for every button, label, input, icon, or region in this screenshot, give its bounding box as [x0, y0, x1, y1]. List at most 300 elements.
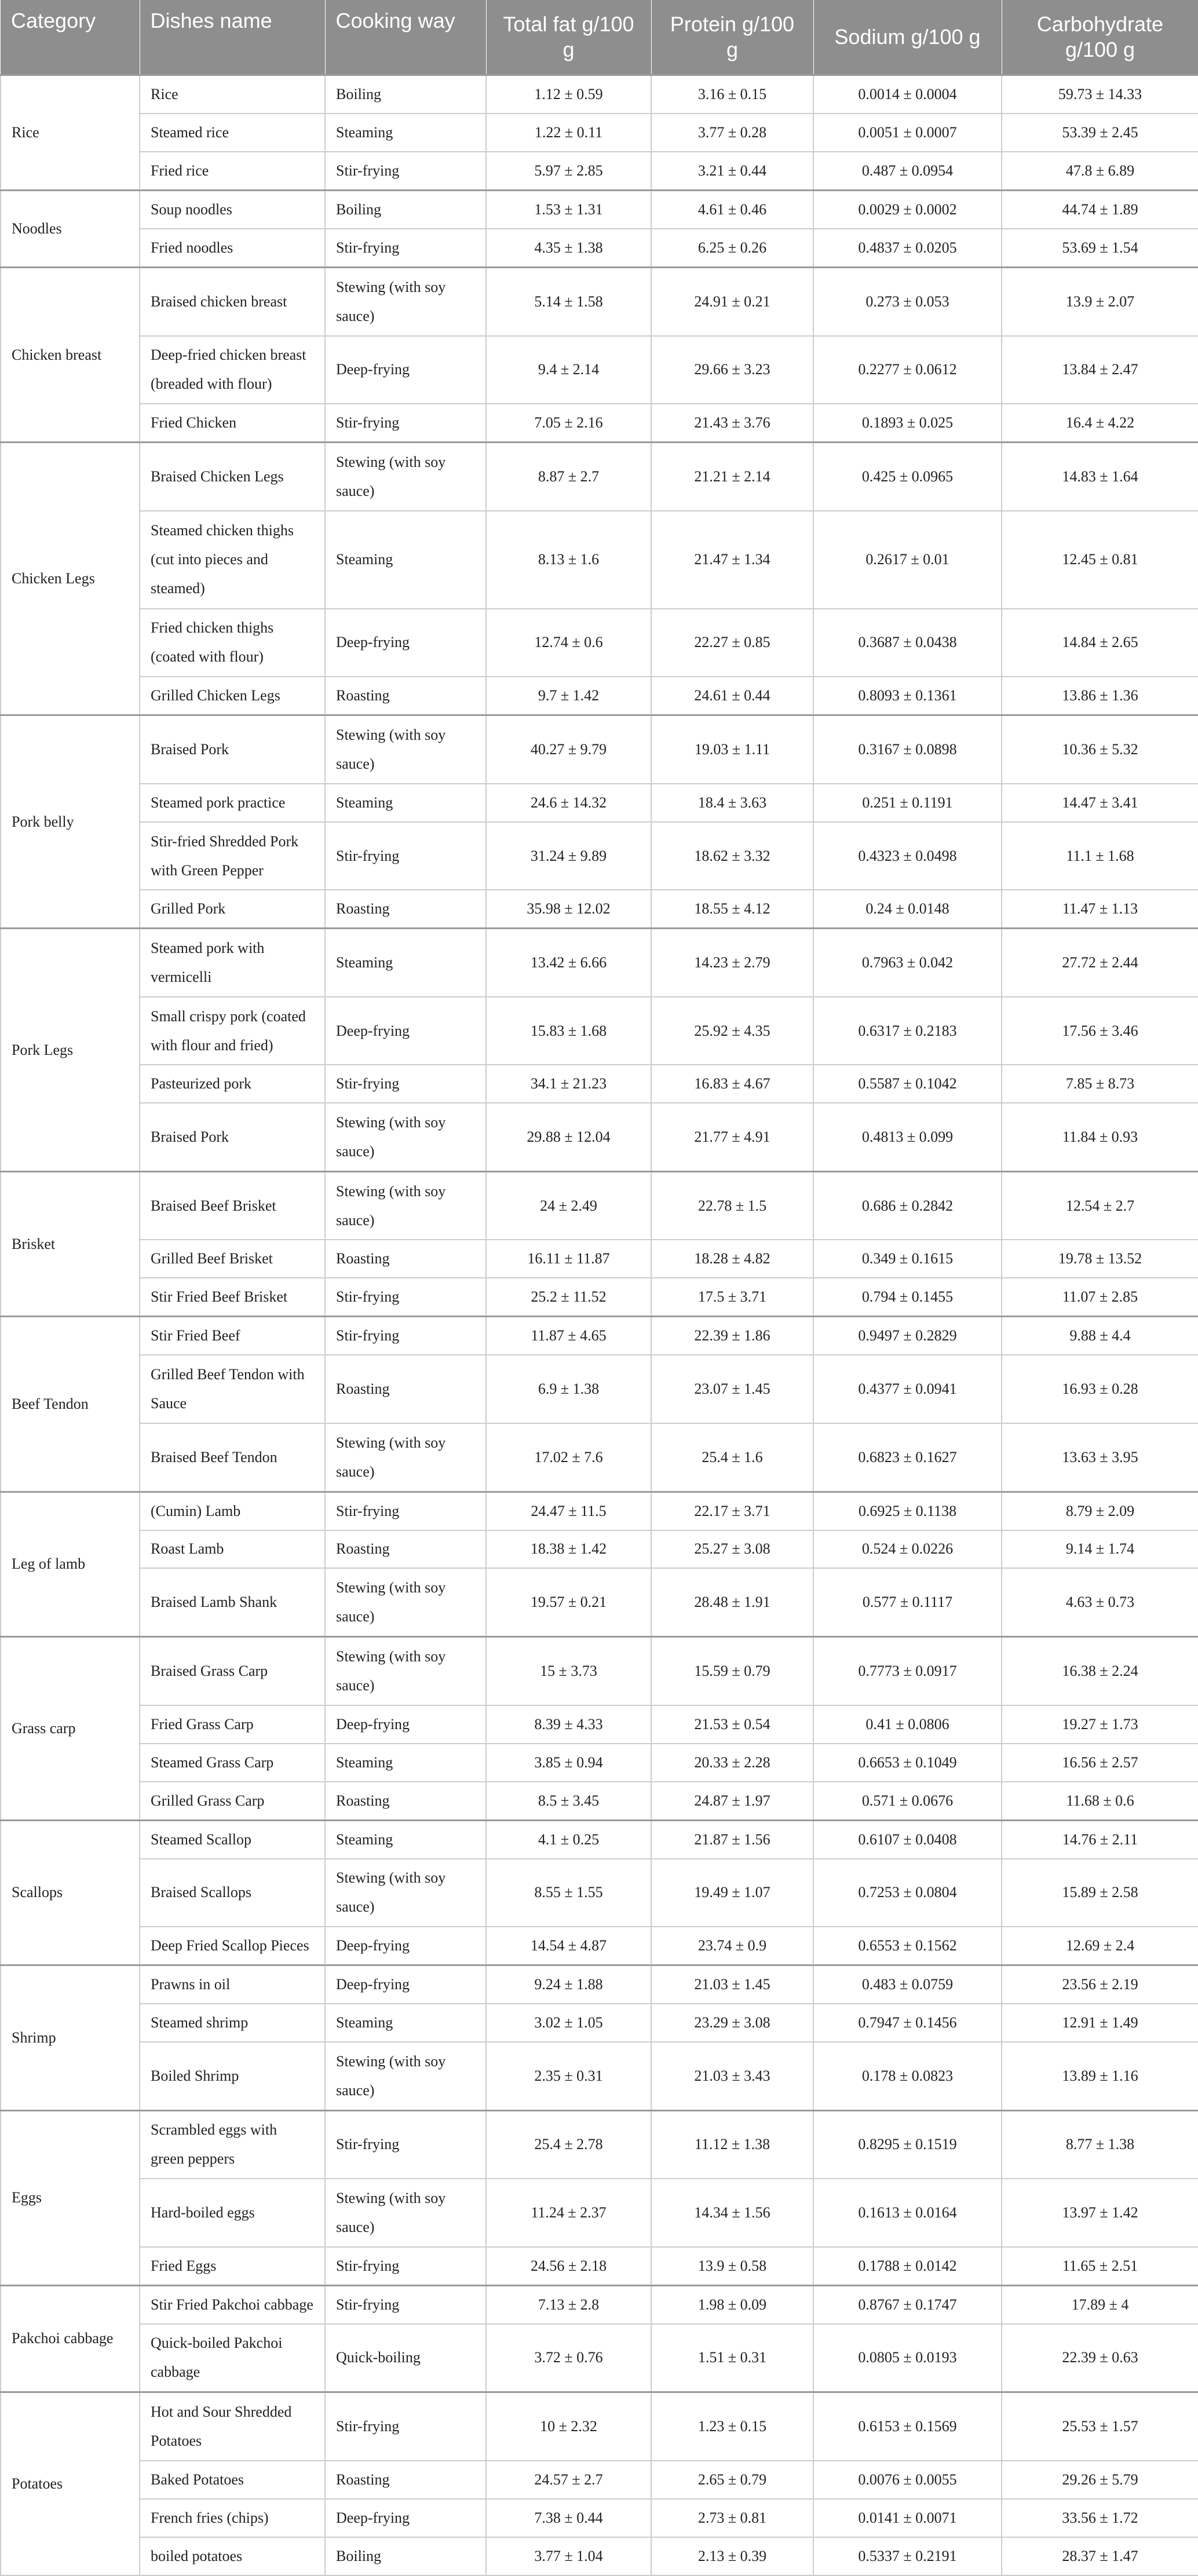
carbohydrate-cell: 12.54 ± 2.7 — [1002, 1171, 1198, 1240]
carbohydrate-cell: 19.27 ± 1.73 — [1002, 1705, 1198, 1744]
table-row — [1, 1065, 1198, 1103]
carbohydrate-cell: 15.89 ± 2.58 — [1002, 1859, 1198, 1927]
total-fat-cell: 9.24 ± 1.88 — [486, 1965, 651, 2004]
carbohydrate-cell: 33.56 ± 1.72 — [1002, 2499, 1198, 2537]
header-protein: Protein g/100 g — [651, 0, 813, 75]
total-fat-cell: 8.5 ± 3.45 — [486, 1782, 651, 1821]
cooking-way-cell: Steaming — [325, 784, 486, 822]
sodium-cell: 0.0029 ± 0.0002 — [813, 190, 1002, 229]
protein-cell: 2.65 ± 0.79 — [651, 2461, 813, 2499]
protein-cell: 1.98 ± 0.09 — [651, 2285, 813, 2324]
dish-name-cell: Fried rice — [140, 152, 325, 191]
dish-name-cell: Fried noodles — [140, 229, 325, 268]
dish-name-cell: (Cumin) Lamb — [140, 1492, 325, 1530]
sodium-cell: 0.7773 ± 0.0917 — [813, 1637, 1002, 1705]
cooking-way-cell: Roasting — [325, 1240, 486, 1278]
protein-cell: 24.91 ± 0.21 — [651, 267, 813, 335]
protein-cell: 18.62 ± 3.32 — [651, 822, 813, 890]
table-row — [1, 1317, 1198, 1355]
table-row — [1, 1859, 1198, 1927]
cooking-way-cell: Stir-frying — [325, 2110, 486, 2179]
cooking-way-cell: Stewing (with soy sauce) — [325, 1171, 486, 1240]
table-row — [1, 2247, 1198, 2286]
dish-name-cell: Deep-fried chicken breast (breaded with flour) — [140, 336, 325, 404]
header-sodium: Sodium g/100 g — [813, 0, 1002, 75]
sodium-cell: 0.9497 ± 0.2829 — [813, 1317, 1002, 1355]
dish-name-cell: Braised Beef Tendon — [140, 1423, 325, 1492]
dish-name-cell: Fried Grass Carp — [140, 1705, 325, 1744]
table-row — [1, 1705, 1198, 1744]
sodium-cell: 0.0076 ± 0.0055 — [813, 2461, 1002, 2499]
total-fat-cell: 18.38 ± 1.42 — [486, 1530, 651, 1569]
table-row — [1, 2004, 1198, 2042]
total-fat-cell: 24.6 ± 14.32 — [486, 784, 651, 822]
protein-cell: 3.77 ± 0.28 — [651, 114, 813, 152]
dish-name-cell: Fried Chicken — [140, 404, 325, 443]
protein-cell: 2.13 ± 0.39 — [651, 2537, 813, 2575]
cooking-way-cell: Deep-frying — [325, 2499, 486, 2537]
table-row — [1, 609, 1198, 677]
carbohydrate-cell: 11.65 ± 2.51 — [1002, 2247, 1198, 2286]
carbohydrate-cell: 14.47 ± 3.41 — [1002, 784, 1198, 822]
cooking-way-cell: Stewing (with soy sauce) — [325, 1423, 486, 1492]
total-fat-cell: 15 ± 3.73 — [486, 1637, 651, 1705]
total-fat-cell: 1.53 ± 1.31 — [486, 190, 651, 229]
carbohydrate-cell: 14.76 ± 2.11 — [1002, 1820, 1198, 1859]
cooking-way-cell: Stewing (with soy sauce) — [325, 1103, 486, 1171]
cooking-way-cell: Stewing (with soy sauce) — [325, 1568, 486, 1636]
cooking-way-cell: Stir-frying — [325, 2285, 486, 2324]
table-row — [1, 443, 1198, 511]
table-row — [1, 1568, 1198, 1636]
carbohydrate-cell: 13.63 ± 3.95 — [1002, 1423, 1198, 1492]
carbohydrate-cell: 29.26 ± 5.79 — [1002, 2461, 1198, 2499]
carbohydrate-cell: 16.56 ± 2.57 — [1002, 1744, 1198, 1782]
sodium-cell: 0.8767 ± 0.1747 — [813, 2285, 1002, 2324]
table-row — [1, 229, 1198, 268]
total-fat-cell: 4.35 ± 1.38 — [486, 229, 651, 268]
cooking-way-cell: Deep-frying — [325, 1965, 486, 2004]
sodium-cell: 0.3167 ± 0.0898 — [813, 715, 1002, 784]
category-cell: Noodles — [1, 190, 140, 267]
table-row — [1, 1965, 1198, 2004]
dish-name-cell: Soup noodles — [140, 190, 325, 229]
protein-cell: 22.39 ± 1.86 — [651, 1317, 813, 1355]
sodium-cell: 0.7253 ± 0.0804 — [813, 1859, 1002, 1927]
dish-name-cell: Scrambled eggs with green peppers — [140, 2110, 325, 2179]
cooking-way-cell: Steaming — [325, 114, 486, 152]
category-cell: Shrimp — [1, 1965, 140, 2111]
carbohydrate-cell: 13.9 ± 2.07 — [1002, 267, 1198, 335]
table-row — [1, 1240, 1198, 1278]
table-row — [1, 2461, 1198, 2499]
sodium-cell: 0.6317 ± 0.2183 — [813, 997, 1002, 1065]
total-fat-cell: 24.47 ± 11.5 — [486, 1492, 651, 1530]
protein-cell: 19.49 ± 1.07 — [651, 1859, 813, 1927]
sodium-cell: 0.5587 ± 0.1042 — [813, 1065, 1002, 1103]
carbohydrate-cell: 12.69 ± 2.4 — [1002, 1927, 1198, 1965]
dish-name-cell: Stir Fried Beef — [140, 1317, 325, 1355]
cooking-way-cell: Steaming — [325, 1744, 486, 1782]
cooking-way-cell: Stewing (with soy sauce) — [325, 443, 486, 511]
total-fat-cell: 8.13 ± 1.6 — [486, 511, 651, 609]
table-row — [1, 822, 1198, 890]
dish-name-cell: Grilled Chicken Legs — [140, 677, 325, 715]
protein-cell: 21.43 ± 3.76 — [651, 404, 813, 443]
carbohydrate-cell: 4.63 ± 0.73 — [1002, 1568, 1198, 1636]
dish-name-cell: Steamed rice — [140, 114, 325, 152]
dish-name-cell: boiled potatoes — [140, 2537, 325, 2575]
total-fat-cell: 9.7 ± 1.42 — [486, 677, 651, 715]
carbohydrate-cell: 11.68 ± 0.6 — [1002, 1782, 1198, 1821]
cooking-way-cell: Stir-frying — [325, 404, 486, 443]
header-carbohydrate: Carbohydrate g/100 g — [1002, 0, 1198, 75]
dish-name-cell: Braised Scallops — [140, 1859, 325, 1927]
table-row — [1, 1492, 1198, 1530]
dish-name-cell: Grilled Beef Tendon with Sauce — [140, 1355, 325, 1423]
protein-cell: 16.83 ± 4.67 — [651, 1065, 813, 1103]
table-row — [1, 1530, 1198, 1569]
dish-name-cell: Braised Beef Brisket — [140, 1171, 325, 1240]
protein-cell: 17.5 ± 3.71 — [651, 1278, 813, 1317]
sodium-cell: 0.251 ± 0.1191 — [813, 784, 1002, 822]
carbohydrate-cell: 53.69 ± 1.54 — [1002, 229, 1198, 268]
sodium-cell: 0.24 ± 0.0148 — [813, 890, 1002, 929]
cooking-way-cell: Steaming — [325, 1820, 486, 1859]
dish-name-cell: Quick-boiled Pakchoi cabbage — [140, 2324, 325, 2392]
table-row — [1, 1355, 1198, 1423]
dish-name-cell: Stir-fried Shredded Pork with Green Pepper — [140, 822, 325, 890]
sodium-cell: 0.1613 ± 0.0164 — [813, 2179, 1002, 2247]
sodium-cell: 0.487 ± 0.0954 — [813, 152, 1002, 191]
sodium-cell: 0.7947 ± 0.1456 — [813, 2004, 1002, 2042]
sodium-cell: 0.41 ± 0.0806 — [813, 1705, 1002, 1744]
table-row — [1, 404, 1198, 443]
protein-cell: 4.61 ± 0.46 — [651, 190, 813, 229]
protein-cell: 15.59 ± 0.79 — [651, 1637, 813, 1705]
total-fat-cell: 19.57 ± 0.21 — [486, 1568, 651, 1636]
cooking-way-cell: Deep-frying — [325, 609, 486, 677]
total-fat-cell: 34.1 ± 21.23 — [486, 1065, 651, 1103]
protein-cell: 2.73 ± 0.81 — [651, 2499, 813, 2537]
dish-name-cell: Braised Pork — [140, 1103, 325, 1171]
protein-cell: 22.78 ± 1.5 — [651, 1171, 813, 1240]
cooking-way-cell: Stir-frying — [325, 152, 486, 191]
table-row — [1, 1637, 1198, 1705]
sodium-cell: 0.1788 ± 0.0142 — [813, 2247, 1002, 2286]
carbohydrate-cell: 11.47 ± 1.13 — [1002, 890, 1198, 929]
table-row — [1, 715, 1198, 784]
total-fat-cell: 11.24 ± 2.37 — [486, 2179, 651, 2247]
carbohydrate-cell: 12.45 ± 0.81 — [1002, 511, 1198, 609]
protein-cell: 21.03 ± 1.45 — [651, 1965, 813, 2004]
sodium-cell: 0.2617 ± 0.01 — [813, 511, 1002, 609]
header-cooking-way: Cooking way — [325, 0, 486, 75]
sodium-cell: 0.4377 ± 0.0941 — [813, 1355, 1002, 1423]
table-row — [1, 677, 1198, 715]
sodium-cell: 0.794 ± 0.1455 — [813, 1278, 1002, 1317]
sodium-cell: 0.0141 ± 0.0071 — [813, 2499, 1002, 2537]
total-fat-cell: 3.02 ± 1.05 — [486, 2004, 651, 2042]
total-fat-cell: 3.77 ± 1.04 — [486, 2537, 651, 2575]
category-cell: Chicken breast — [1, 267, 140, 442]
cooking-way-cell: Roasting — [325, 1355, 486, 1423]
dish-name-cell: Roast Lamb — [140, 1530, 325, 1569]
table-row — [1, 336, 1198, 404]
category-cell: Potatoes — [1, 2392, 140, 2575]
total-fat-cell: 24.57 ± 2.7 — [486, 2461, 651, 2499]
total-fat-cell: 15.83 ± 1.68 — [486, 997, 651, 1065]
sodium-cell: 0.4837 ± 0.0205 — [813, 229, 1002, 268]
total-fat-cell: 29.88 ± 12.04 — [486, 1103, 651, 1171]
sodium-cell: 0.1893 ± 0.025 — [813, 404, 1002, 443]
table-row — [1, 2285, 1198, 2324]
carbohydrate-cell: 53.39 ± 2.45 — [1002, 114, 1198, 152]
protein-cell: 1.51 ± 0.31 — [651, 2324, 813, 2392]
category-cell: Brisket — [1, 1171, 140, 1317]
category-cell: Pork belly — [1, 715, 140, 929]
dish-name-cell: Small crispy pork (coated with flour and fried) — [140, 997, 325, 1065]
carbohydrate-cell: 19.78 ± 13.52 — [1002, 1240, 1198, 1278]
carbohydrate-cell: 17.56 ± 3.46 — [1002, 997, 1198, 1065]
table-row — [1, 511, 1198, 609]
total-fat-cell: 7.05 ± 2.16 — [486, 404, 651, 443]
dish-name-cell: Rice — [140, 75, 325, 114]
carbohydrate-cell: 16.4 ± 4.22 — [1002, 404, 1198, 443]
protein-cell: 19.03 ± 1.11 — [651, 715, 813, 784]
total-fat-cell: 24.56 ± 2.18 — [486, 2247, 651, 2286]
dish-name-cell: Braised Pork — [140, 715, 325, 784]
total-fat-cell: 7.38 ± 0.44 — [486, 2499, 651, 2537]
total-fat-cell: 10 ± 2.32 — [486, 2392, 651, 2461]
sodium-cell: 0.2277 ± 0.0612 — [813, 336, 1002, 404]
total-fat-cell: 17.02 ± 7.6 — [486, 1423, 651, 1492]
total-fat-cell: 35.98 ± 12.02 — [486, 890, 651, 929]
sodium-cell: 0.8093 ± 0.1361 — [813, 677, 1002, 715]
protein-cell: 24.87 ± 1.97 — [651, 1782, 813, 1821]
table-row — [1, 75, 1198, 114]
protein-cell: 21.21 ± 2.14 — [651, 443, 813, 511]
total-fat-cell: 9.4 ± 2.14 — [486, 336, 651, 404]
dish-name-cell: Braised Grass Carp — [140, 1637, 325, 1705]
cooking-way-cell: Quick-boiling — [325, 2324, 486, 2392]
header-total-fat: Total fat g/100 g — [486, 0, 651, 75]
protein-cell: 18.4 ± 3.63 — [651, 784, 813, 822]
total-fat-cell: 6.9 ± 1.38 — [486, 1355, 651, 1423]
table-row — [1, 190, 1198, 229]
total-fat-cell: 1.22 ± 0.11 — [486, 114, 651, 152]
sodium-cell: 0.8295 ± 0.1519 — [813, 2110, 1002, 2179]
table-row — [1, 890, 1198, 929]
table-row — [1, 267, 1198, 335]
cooking-way-cell: Deep-frying — [325, 336, 486, 404]
protein-cell: 6.25 ± 0.26 — [651, 229, 813, 268]
cooking-way-cell: Stewing (with soy sauce) — [325, 267, 486, 335]
table-row — [1, 997, 1198, 1065]
category-cell: Pork Legs — [1, 929, 140, 1172]
sodium-cell: 0.686 ± 0.2842 — [813, 1171, 1002, 1240]
total-fat-cell: 11.87 ± 4.65 — [486, 1317, 651, 1355]
category-cell: Chicken Legs — [1, 443, 140, 715]
cooking-way-cell: Deep-frying — [325, 997, 486, 1065]
sodium-cell: 0.349 ± 0.1615 — [813, 1240, 1002, 1278]
carbohydrate-cell: 27.72 ± 2.44 — [1002, 929, 1198, 997]
dish-name-cell: Braised chicken breast — [140, 267, 325, 335]
category-cell: Pakchoi cabbage — [1, 2285, 140, 2392]
dish-name-cell: Grilled Grass Carp — [140, 1782, 325, 1821]
protein-cell: 13.9 ± 0.58 — [651, 2247, 813, 2286]
protein-cell: 14.23 ± 2.79 — [651, 929, 813, 997]
dish-name-cell: Grilled Beef Brisket — [140, 1240, 325, 1278]
carbohydrate-cell: 17.89 ± 4 — [1002, 2285, 1198, 2324]
dish-name-cell: Stir Fried Beef Brisket — [140, 1278, 325, 1317]
protein-cell: 3.21 ± 0.44 — [651, 152, 813, 191]
category-cell: Scallops — [1, 1820, 140, 1965]
carbohydrate-cell: 13.86 ± 1.36 — [1002, 677, 1198, 715]
carbohydrate-cell: 59.73 ± 14.33 — [1002, 75, 1198, 114]
carbohydrate-cell: 8.77 ± 1.38 — [1002, 2110, 1198, 2179]
cooking-way-cell: Stewing (with soy sauce) — [325, 1859, 486, 1927]
protein-cell: 22.17 ± 3.71 — [651, 1492, 813, 1530]
total-fat-cell: 4.1 ± 0.25 — [486, 1820, 651, 1859]
cooking-way-cell: Stir-frying — [325, 1492, 486, 1530]
sodium-cell: 0.273 ± 0.053 — [813, 267, 1002, 335]
cooking-way-cell: Stir-frying — [325, 1317, 486, 1355]
protein-cell: 11.12 ± 1.38 — [651, 2110, 813, 2179]
table-row — [1, 2392, 1198, 2461]
table-row — [1, 1171, 1198, 1240]
sodium-cell: 0.6653 ± 0.1049 — [813, 1744, 1002, 1782]
dish-name-cell: French fries (chips) — [140, 2499, 325, 2537]
protein-cell: 24.61 ± 0.44 — [651, 677, 813, 715]
dish-name-cell: Prawns in oil — [140, 1965, 325, 2004]
protein-cell: 14.34 ± 1.56 — [651, 2179, 813, 2247]
category-cell: Grass carp — [1, 1637, 140, 1821]
dish-name-cell: Baked Potatoes — [140, 2461, 325, 2499]
protein-cell: 23.29 ± 3.08 — [651, 2004, 813, 2042]
table-header — [1, 0, 1198, 75]
protein-cell: 18.28 ± 4.82 — [651, 1240, 813, 1278]
total-fat-cell: 13.42 ± 6.66 — [486, 929, 651, 997]
total-fat-cell: 12.74 ± 0.6 — [486, 609, 651, 677]
protein-cell: 22.27 ± 0.85 — [651, 609, 813, 677]
carbohydrate-cell: 11.1 ± 1.68 — [1002, 822, 1198, 890]
total-fat-cell: 8.55 ± 1.55 — [486, 1859, 651, 1927]
cooking-way-cell: Stewing (with soy sauce) — [325, 2042, 486, 2110]
protein-cell: 23.07 ± 1.45 — [651, 1355, 813, 1423]
protein-cell: 25.27 ± 3.08 — [651, 1530, 813, 1569]
cooking-way-cell: Stewing (with soy sauce) — [325, 2179, 486, 2247]
dish-name-cell: Grilled Pork — [140, 890, 325, 929]
cooking-way-cell: Deep-frying — [325, 1705, 486, 1744]
carbohydrate-cell: 11.84 ± 0.93 — [1002, 1103, 1198, 1171]
table-row — [1, 2179, 1198, 2247]
protein-cell: 21.47 ± 1.34 — [651, 511, 813, 609]
cooking-way-cell: Boiling — [325, 75, 486, 114]
table-row — [1, 1927, 1198, 1965]
carbohydrate-cell: 25.53 ± 1.57 — [1002, 2392, 1198, 2461]
carbohydrate-cell: 13.97 ± 1.42 — [1002, 2179, 1198, 2247]
category-cell: Rice — [1, 75, 140, 191]
sodium-cell: 0.6107 ± 0.0408 — [813, 1820, 1002, 1859]
sodium-cell: 0.4813 ± 0.099 — [813, 1103, 1002, 1171]
protein-cell: 3.16 ± 0.15 — [651, 75, 813, 114]
category-cell: Beef Tendon — [1, 1317, 140, 1492]
sodium-cell: 0.7963 ± 0.042 — [813, 929, 1002, 997]
table-row — [1, 929, 1198, 997]
sodium-cell: 0.0014 ± 0.0004 — [813, 75, 1002, 114]
sodium-cell: 0.4323 ± 0.0498 — [813, 822, 1002, 890]
dish-name-cell: Braised Lamb Shank — [140, 1568, 325, 1636]
protein-cell: 20.33 ± 2.28 — [651, 1744, 813, 1782]
sodium-cell: 0.6925 ± 0.1138 — [813, 1492, 1002, 1530]
cooking-way-cell: Roasting — [325, 677, 486, 715]
carbohydrate-cell: 12.91 ± 1.49 — [1002, 2004, 1198, 2042]
protein-cell: 23.74 ± 0.9 — [651, 1927, 813, 1965]
cooking-way-cell: Stir-frying — [325, 822, 486, 890]
sodium-cell: 0.6153 ± 0.1569 — [813, 2392, 1002, 2461]
table-row — [1, 2537, 1198, 2575]
table-row — [1, 1423, 1198, 1492]
total-fat-cell: 16.11 ± 11.87 — [486, 1240, 651, 1278]
dish-name-cell: Hot and Sour Shredded Potatoes — [140, 2392, 325, 2461]
sodium-cell: 0.524 ± 0.0226 — [813, 1530, 1002, 1569]
cooking-way-cell: Steaming — [325, 929, 486, 997]
protein-cell: 21.87 ± 1.56 — [651, 1820, 813, 1859]
dish-name-cell: Fried chicken thighs (coated with flour) — [140, 609, 325, 677]
protein-cell: 21.53 ± 0.54 — [651, 1705, 813, 1744]
total-fat-cell: 31.24 ± 9.89 — [486, 822, 651, 890]
protein-cell: 25.4 ± 1.6 — [651, 1423, 813, 1492]
sodium-cell: 0.5337 ± 0.2191 — [813, 2537, 1002, 2575]
table-row — [1, 2042, 1198, 2110]
dish-name-cell: Steamed pork practice — [140, 784, 325, 822]
protein-cell: 21.03 ± 3.43 — [651, 2042, 813, 2110]
sodium-cell: 0.0051 ± 0.0007 — [813, 114, 1002, 152]
protein-cell: 25.92 ± 4.35 — [651, 997, 813, 1065]
protein-cell: 28.48 ± 1.91 — [651, 1568, 813, 1636]
cooking-way-cell: Stewing (with soy sauce) — [325, 1637, 486, 1705]
carbohydrate-cell: 11.07 ± 2.85 — [1002, 1278, 1198, 1317]
total-fat-cell: 5.97 ± 2.85 — [486, 152, 651, 191]
table-body — [1, 75, 1198, 2576]
cooking-way-cell: Roasting — [325, 890, 486, 929]
carbohydrate-cell: 23.56 ± 2.19 — [1002, 1965, 1198, 2004]
cooking-way-cell: Roasting — [325, 2461, 486, 2499]
category-cell: Leg of lamb — [1, 1492, 140, 1637]
total-fat-cell: 1.12 ± 0.59 — [486, 75, 651, 114]
dish-name-cell: Pasteurized pork — [140, 1065, 325, 1103]
sodium-cell: 0.483 ± 0.0759 — [813, 1965, 1002, 2004]
dish-name-cell: Steamed Grass Carp — [140, 1744, 325, 1782]
carbohydrate-cell: 47.8 ± 6.89 — [1002, 152, 1198, 191]
sodium-cell: 0.425 ± 0.0965 — [813, 443, 1002, 511]
cooking-way-cell: Stir-frying — [325, 1065, 486, 1103]
dish-name-cell: Stir Fried Pakchoi cabbage — [140, 2285, 325, 2324]
table-row — [1, 2324, 1198, 2392]
cooking-way-cell: Boiling — [325, 190, 486, 229]
total-fat-cell: 7.13 ± 2.8 — [486, 2285, 651, 2324]
cooking-way-cell: Boiling — [325, 2537, 486, 2575]
dish-name-cell: Fried Eggs — [140, 2247, 325, 2286]
cooking-way-cell: Roasting — [325, 1782, 486, 1821]
total-fat-cell: 3.72 ± 0.76 — [486, 2324, 651, 2392]
carbohydrate-cell: 14.83 ± 1.64 — [1002, 443, 1198, 511]
total-fat-cell: 25.2 ± 11.52 — [486, 1278, 651, 1317]
cooking-way-cell: Steaming — [325, 511, 486, 609]
total-fat-cell: 40.27 ± 9.79 — [486, 715, 651, 784]
total-fat-cell: 8.87 ± 2.7 — [486, 443, 651, 511]
